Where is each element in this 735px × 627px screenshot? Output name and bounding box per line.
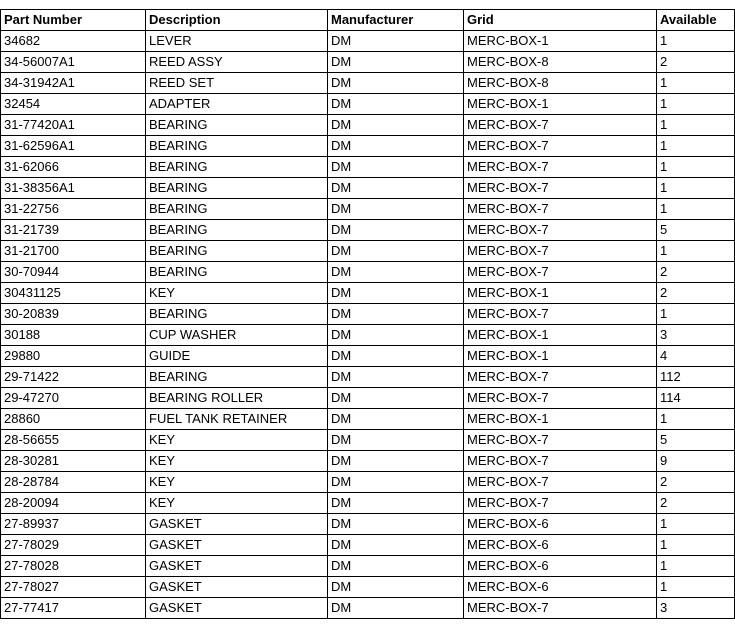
cell-grid: MERC-BOX-1 — [464, 31, 657, 52]
cell-description: BEARING — [146, 157, 328, 178]
cell-available: 2 — [657, 472, 735, 493]
cell-description: LEVER — [146, 31, 328, 52]
cell-part-number: 28-28784 — [1, 472, 146, 493]
cell-available: 112 — [657, 367, 735, 388]
cell-description: BEARING — [146, 304, 328, 325]
table-row — [1, 52, 735, 73]
table-row — [1, 199, 735, 220]
cell-grid: MERC-BOX-6 — [464, 535, 657, 556]
cell-manufacturer: DM — [328, 220, 464, 241]
cell-description: BEARING — [146, 178, 328, 199]
cell-manufacturer: DM — [328, 556, 464, 577]
cell-grid: MERC-BOX-1 — [464, 325, 657, 346]
cell-manufacturer: DM — [328, 52, 464, 73]
cell-description: GASKET — [146, 577, 328, 598]
cell-part-number: 31-21739 — [1, 220, 146, 241]
cell-manufacturer: DM — [328, 304, 464, 325]
cell-available: 1 — [657, 94, 735, 115]
table-row — [1, 430, 735, 451]
cell-grid: MERC-BOX-1 — [464, 409, 657, 430]
cell-available: 1 — [657, 535, 735, 556]
cell-description: GASKET — [146, 535, 328, 556]
cell-grid: MERC-BOX-7 — [464, 115, 657, 136]
cell-grid: MERC-BOX-7 — [464, 388, 657, 409]
cell-available: 3 — [657, 325, 735, 346]
cell-manufacturer: DM — [328, 346, 464, 367]
cell-manufacturer: DM — [328, 73, 464, 94]
cell-part-number: 29880 — [1, 346, 146, 367]
table-row — [1, 367, 735, 388]
cell-description: BEARING — [146, 241, 328, 262]
cell-manufacturer: DM — [328, 262, 464, 283]
cell-part-number: 34682 — [1, 31, 146, 52]
table-row — [1, 31, 735, 52]
cell-description: GASKET — [146, 598, 328, 619]
cell-available: 1 — [657, 409, 735, 430]
cell-part-number: 31-62596A1 — [1, 136, 146, 157]
table-row — [1, 388, 735, 409]
header-description: Description — [146, 10, 328, 31]
table-row — [1, 178, 735, 199]
cell-manufacturer: DM — [328, 241, 464, 262]
cell-description: GASKET — [146, 556, 328, 577]
cell-manufacturer: DM — [328, 178, 464, 199]
cell-part-number: 27-78028 — [1, 556, 146, 577]
cell-manufacturer: DM — [328, 430, 464, 451]
cell-grid: MERC-BOX-7 — [464, 136, 657, 157]
cell-grid: MERC-BOX-7 — [464, 598, 657, 619]
cell-description: BEARING — [146, 367, 328, 388]
cell-part-number: 30-70944 — [1, 262, 146, 283]
cell-part-number: 31-38356A1 — [1, 178, 146, 199]
cell-grid: MERC-BOX-1 — [464, 94, 657, 115]
table-row — [1, 577, 735, 598]
cell-grid: MERC-BOX-7 — [464, 262, 657, 283]
cell-description: KEY — [146, 451, 328, 472]
cell-manufacturer: DM — [328, 598, 464, 619]
header-grid: Grid — [464, 10, 657, 31]
cell-available: 9 — [657, 451, 735, 472]
cell-part-number: 32454 — [1, 94, 146, 115]
cell-grid: MERC-BOX-1 — [464, 283, 657, 304]
cell-part-number: 30-20839 — [1, 304, 146, 325]
cell-manufacturer: DM — [328, 367, 464, 388]
table-row — [1, 94, 735, 115]
cell-description: FUEL TANK RETAINER — [146, 409, 328, 430]
cell-available: 2 — [657, 283, 735, 304]
cell-grid: MERC-BOX-7 — [464, 220, 657, 241]
cell-manufacturer: DM — [328, 199, 464, 220]
cell-description: BEARING ROLLER — [146, 388, 328, 409]
header-manufacturer: Manufacturer — [328, 10, 464, 31]
cell-manufacturer: DM — [328, 157, 464, 178]
cell-available: 1 — [657, 157, 735, 178]
table-row — [1, 73, 735, 94]
cell-grid: MERC-BOX-8 — [464, 52, 657, 73]
cell-grid: MERC-BOX-7 — [464, 472, 657, 493]
cell-grid: MERC-BOX-6 — [464, 514, 657, 535]
cell-description: BEARING — [146, 136, 328, 157]
cell-description: KEY — [146, 283, 328, 304]
table-row — [1, 241, 735, 262]
cell-part-number: 27-77417 — [1, 598, 146, 619]
table-row — [1, 346, 735, 367]
cell-manufacturer: DM — [328, 283, 464, 304]
cell-part-number: 29-71422 — [1, 367, 146, 388]
cell-available: 1 — [657, 556, 735, 577]
cell-grid: MERC-BOX-7 — [464, 451, 657, 472]
cell-manufacturer: DM — [328, 115, 464, 136]
cell-description: CUP WASHER — [146, 325, 328, 346]
cell-available: 1 — [657, 514, 735, 535]
cell-manufacturer: DM — [328, 94, 464, 115]
cell-part-number: 28860 — [1, 409, 146, 430]
cell-manufacturer: DM — [328, 472, 464, 493]
cell-manufacturer: DM — [328, 577, 464, 598]
cell-part-number: 34-31942A1 — [1, 73, 146, 94]
cell-part-number: 31-22756 — [1, 199, 146, 220]
table-row — [1, 304, 735, 325]
cell-part-number: 27-78029 — [1, 535, 146, 556]
table-row — [1, 262, 735, 283]
cell-description: BEARING — [146, 199, 328, 220]
header-part-number: Part Number — [1, 10, 146, 31]
cell-available: 2 — [657, 262, 735, 283]
cell-manufacturer: DM — [328, 136, 464, 157]
cell-available: 1 — [657, 577, 735, 598]
cell-grid: MERC-BOX-6 — [464, 556, 657, 577]
cell-part-number: 27-89937 — [1, 514, 146, 535]
cell-available: 1 — [657, 199, 735, 220]
table-row — [1, 598, 735, 619]
cell-available: 5 — [657, 430, 735, 451]
cell-grid: MERC-BOX-7 — [464, 493, 657, 514]
table-row — [1, 493, 735, 514]
cell-available: 1 — [657, 73, 735, 94]
cell-grid: MERC-BOX-7 — [464, 304, 657, 325]
cell-available: 1 — [657, 241, 735, 262]
cell-grid: MERC-BOX-6 — [464, 577, 657, 598]
cell-description: KEY — [146, 493, 328, 514]
cell-available: 2 — [657, 52, 735, 73]
cell-part-number: 30431125 — [1, 283, 146, 304]
cell-grid: MERC-BOX-1 — [464, 346, 657, 367]
table-row — [1, 136, 735, 157]
cell-part-number: 31-21700 — [1, 241, 146, 262]
header-available: Available — [657, 10, 735, 31]
table-row — [1, 409, 735, 430]
cell-description: GASKET — [146, 514, 328, 535]
cell-available: 1 — [657, 31, 735, 52]
cell-grid: MERC-BOX-8 — [464, 73, 657, 94]
cell-manufacturer: DM — [328, 514, 464, 535]
cell-available: 1 — [657, 304, 735, 325]
cell-part-number: 34-56007A1 — [1, 52, 146, 73]
cell-description: GUIDE — [146, 346, 328, 367]
cell-manufacturer: DM — [328, 451, 464, 472]
table-row — [1, 472, 735, 493]
cell-available: 1 — [657, 115, 735, 136]
parts-inventory-table — [0, 9, 735, 619]
cell-grid: MERC-BOX-7 — [464, 157, 657, 178]
cell-description: BEARING — [146, 262, 328, 283]
table-row — [1, 157, 735, 178]
cell-part-number: 28-56655 — [1, 430, 146, 451]
cell-available: 1 — [657, 136, 735, 157]
cell-manufacturer: DM — [328, 493, 464, 514]
table-row — [1, 556, 735, 577]
table-row — [1, 451, 735, 472]
cell-grid: MERC-BOX-7 — [464, 199, 657, 220]
cell-available: 114 — [657, 388, 735, 409]
table-row — [1, 325, 735, 346]
cell-description: REED SET — [146, 73, 328, 94]
table-body — [1, 31, 735, 619]
table-row — [1, 514, 735, 535]
cell-description: REED ASSY — [146, 52, 328, 73]
cell-manufacturer: DM — [328, 325, 464, 346]
cell-part-number: 30188 — [1, 325, 146, 346]
cell-available: 2 — [657, 493, 735, 514]
table-row — [1, 283, 735, 304]
table-row — [1, 535, 735, 556]
cell-part-number: 29-47270 — [1, 388, 146, 409]
cell-description: KEY — [146, 472, 328, 493]
table-row — [1, 115, 735, 136]
cell-description: KEY — [146, 430, 328, 451]
cell-grid: MERC-BOX-7 — [464, 367, 657, 388]
cell-description: BEARING — [146, 115, 328, 136]
cell-part-number: 28-20094 — [1, 493, 146, 514]
cell-grid: MERC-BOX-7 — [464, 430, 657, 451]
cell-available: 4 — [657, 346, 735, 367]
cell-available: 5 — [657, 220, 735, 241]
cell-description: ADAPTER — [146, 94, 328, 115]
cell-part-number: 28-30281 — [1, 451, 146, 472]
cell-part-number: 27-78027 — [1, 577, 146, 598]
table-header-row — [1, 10, 735, 31]
cell-description: BEARING — [146, 220, 328, 241]
cell-available: 1 — [657, 178, 735, 199]
cell-grid: MERC-BOX-7 — [464, 241, 657, 262]
cell-manufacturer: DM — [328, 409, 464, 430]
cell-manufacturer: DM — [328, 535, 464, 556]
cell-part-number: 31-62066 — [1, 157, 146, 178]
cell-available: 3 — [657, 598, 735, 619]
cell-manufacturer: DM — [328, 31, 464, 52]
table-row — [1, 220, 735, 241]
cell-grid: MERC-BOX-7 — [464, 178, 657, 199]
cell-part-number: 31-77420A1 — [1, 115, 146, 136]
cell-manufacturer: DM — [328, 388, 464, 409]
